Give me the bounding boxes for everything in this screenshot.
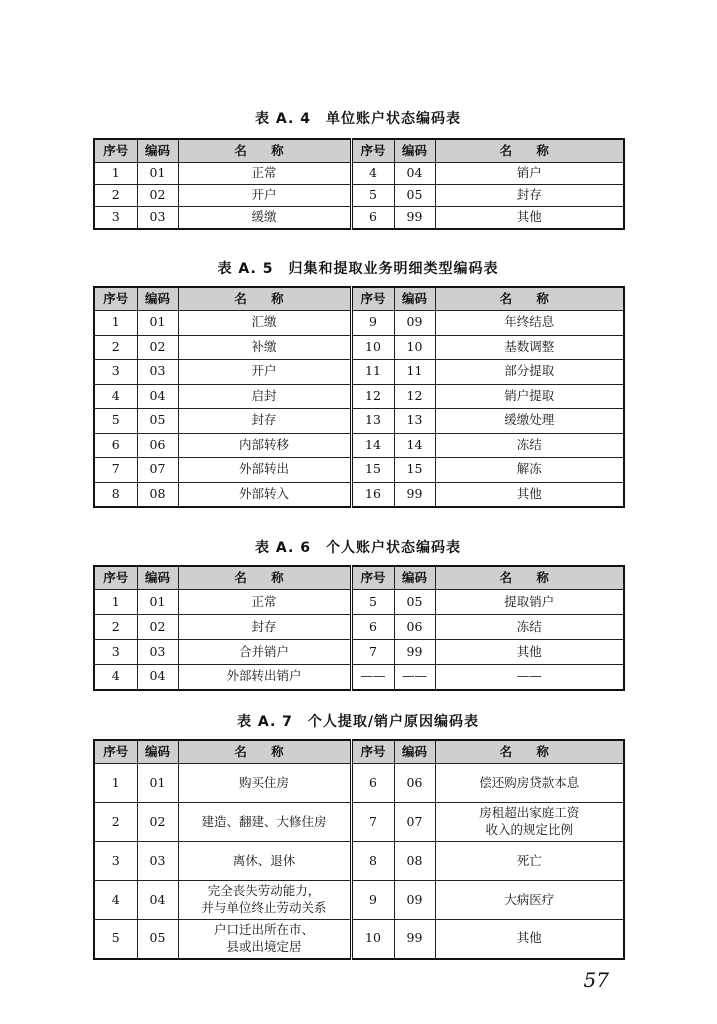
- cell-name: 基数调整: [435, 335, 624, 360]
- cell-name: 封存: [178, 615, 351, 640]
- table-a6-title: 表 A. 6 个人账户状态编码表: [255, 540, 461, 556]
- cell-name: 合并销户: [178, 640, 351, 665]
- header-seq: 序号: [94, 566, 137, 590]
- cell-seq: 9: [351, 881, 394, 920]
- cell-seq: 6: [94, 433, 137, 458]
- cell-seq: 4: [351, 163, 394, 185]
- header-code: 编码: [394, 139, 435, 163]
- cell-name: 汇缴: [178, 311, 351, 336]
- table-header-row: [94, 566, 624, 590]
- cell-name: 冻结: [435, 433, 624, 458]
- cell-name: 年终结息: [435, 311, 624, 336]
- header-name: 名 称: [435, 139, 624, 163]
- table-row: [94, 615, 624, 640]
- table-row: [94, 881, 624, 920]
- cell-code: 09: [394, 881, 435, 920]
- cell-code: 05: [137, 409, 178, 434]
- cell-code: 99: [394, 482, 435, 507]
- header-code: 编码: [137, 139, 178, 163]
- header-name: 名 称: [178, 287, 351, 311]
- cell-name: 冻结: [435, 615, 624, 640]
- cell-seq: 14: [351, 433, 394, 458]
- cell-name: 购买住房: [178, 764, 351, 803]
- cell-code: 03: [137, 207, 178, 229]
- table-a7: [93, 739, 625, 960]
- header-name: 名 称: [435, 566, 624, 590]
- cell-seq: 8: [94, 482, 137, 507]
- cell-name: 提取销户: [435, 590, 624, 615]
- cell-name: 封存: [178, 409, 351, 434]
- table-row: [94, 185, 624, 207]
- cell-code: 06: [394, 764, 435, 803]
- cell-code: 09: [394, 311, 435, 336]
- cell-name: ——: [435, 665, 624, 690]
- cell-code: 03: [137, 842, 178, 881]
- table-row: [94, 665, 624, 690]
- cell-seq: 9: [351, 311, 394, 336]
- table-row: [94, 384, 624, 409]
- table-row: [94, 360, 624, 385]
- cell-name: 其他: [435, 920, 624, 959]
- cell-name: 建造、翻建、大修住房: [178, 803, 351, 842]
- cell-name: 偿还购房贷款本息: [435, 764, 624, 803]
- cell-code: 04: [137, 665, 178, 690]
- header-name: 名 称: [435, 287, 624, 311]
- cell-seq: 12: [351, 384, 394, 409]
- cell-name: 销户提取: [435, 384, 624, 409]
- cell-code: ——: [394, 665, 435, 690]
- cell-code: 05: [137, 920, 178, 959]
- table-row: [94, 163, 624, 185]
- cell-seq: 4: [94, 384, 137, 409]
- cell-name: 完全丧失劳动能力， 并与单位终止劳动关系: [178, 881, 351, 920]
- cell-seq: 5: [351, 590, 394, 615]
- header-code: 编码: [394, 566, 435, 590]
- cell-seq: 5: [94, 409, 137, 434]
- cell-seq: 7: [94, 458, 137, 483]
- table-a5-title: 表 A. 5 归集和提取业务明细类型编码表: [217, 261, 499, 277]
- cell-seq: ——: [351, 665, 394, 690]
- header-name: 名 称: [435, 740, 624, 764]
- cell-seq: 6: [351, 207, 394, 229]
- cell-seq: 1: [94, 311, 137, 336]
- cell-name: 外部转入: [178, 482, 351, 507]
- table-header-row: [94, 740, 624, 764]
- cell-name: 缓缴处理: [435, 409, 624, 434]
- header-seq: 序号: [351, 740, 394, 764]
- table-header-row: [94, 287, 624, 311]
- cell-code: 11: [394, 360, 435, 385]
- cell-seq: 3: [94, 360, 137, 385]
- cell-name: 封存: [435, 185, 624, 207]
- cell-name: 户口迁出所在市、 县或出境定居: [178, 920, 351, 959]
- cell-code: 08: [394, 842, 435, 881]
- cell-seq: 3: [94, 207, 137, 229]
- header-code: 编码: [137, 566, 178, 590]
- cell-name: 外部转出: [178, 458, 351, 483]
- cell-name: 正常: [178, 163, 351, 185]
- cell-code: 08: [137, 482, 178, 507]
- page-number: 57: [583, 968, 609, 992]
- cell-seq: 7: [351, 640, 394, 665]
- table-a7-title: 表 A. 7 个人提取/销户原因编码表: [236, 714, 479, 730]
- cell-name: 正常: [178, 590, 351, 615]
- cell-seq: 2: [94, 615, 137, 640]
- table-row: [94, 842, 624, 881]
- cell-code: 99: [394, 640, 435, 665]
- cell-code: 02: [137, 185, 178, 207]
- cell-seq: 2: [94, 185, 137, 207]
- cell-name: 其他: [435, 482, 624, 507]
- cell-name: 内部转移: [178, 433, 351, 458]
- cell-seq: 2: [94, 335, 137, 360]
- cell-seq: 10: [351, 335, 394, 360]
- header-seq: 序号: [94, 139, 137, 163]
- cell-name: 大病医疗: [435, 881, 624, 920]
- cell-seq: 15: [351, 458, 394, 483]
- cell-name: 销户: [435, 163, 624, 185]
- cell-seq: 3: [94, 640, 137, 665]
- cell-code: 07: [137, 458, 178, 483]
- cell-seq: 2: [94, 803, 137, 842]
- header-seq: 序号: [351, 566, 394, 590]
- header-seq: 序号: [94, 287, 137, 311]
- cell-code: 06: [394, 615, 435, 640]
- cell-seq: 4: [94, 665, 137, 690]
- cell-code: 02: [137, 615, 178, 640]
- cell-name: 补缴: [178, 335, 351, 360]
- cell-seq: 1: [94, 163, 137, 185]
- cell-seq: 16: [351, 482, 394, 507]
- table-row: [94, 803, 624, 842]
- cell-code: 05: [394, 185, 435, 207]
- cell-seq: 13: [351, 409, 394, 434]
- header-code: 编码: [137, 740, 178, 764]
- cell-name: 其他: [435, 640, 624, 665]
- cell-code: 02: [137, 335, 178, 360]
- header-code: 编码: [394, 740, 435, 764]
- table-a4-title: 表 A. 4 单位账户状态编码表: [255, 111, 461, 127]
- cell-code: 99: [394, 920, 435, 959]
- cell-code: 01: [137, 163, 178, 185]
- header-name: 名 称: [178, 139, 351, 163]
- cell-code: 13: [394, 409, 435, 434]
- cell-seq: 1: [94, 764, 137, 803]
- cell-code: 03: [137, 360, 178, 385]
- cell-name: 部分提取: [435, 360, 624, 385]
- cell-code: 05: [394, 590, 435, 615]
- cell-code: 04: [394, 163, 435, 185]
- cell-name: 缓缴: [178, 207, 351, 229]
- header-name: 名 称: [178, 566, 351, 590]
- cell-code: 01: [137, 590, 178, 615]
- cell-code: 12: [394, 384, 435, 409]
- cell-seq: 3: [94, 842, 137, 881]
- cell-name: 死亡: [435, 842, 624, 881]
- cell-code: 01: [137, 764, 178, 803]
- cell-code: 15: [394, 458, 435, 483]
- table-row: [94, 640, 624, 665]
- cell-seq: 10: [351, 920, 394, 959]
- table-row: [94, 433, 624, 458]
- cell-seq: 8: [351, 842, 394, 881]
- cell-seq: 7: [351, 803, 394, 842]
- cell-name: 解冻: [435, 458, 624, 483]
- table-row: [94, 311, 624, 336]
- cell-seq: 1: [94, 590, 137, 615]
- cell-code: 06: [137, 433, 178, 458]
- table-row: [94, 335, 624, 360]
- cell-name: 离休、退休: [178, 842, 351, 881]
- header-seq: 序号: [351, 287, 394, 311]
- header-code: 编码: [394, 287, 435, 311]
- cell-code: 99: [394, 207, 435, 229]
- table-row: [94, 482, 624, 507]
- cell-seq: 5: [94, 920, 137, 959]
- cell-code: 01: [137, 311, 178, 336]
- table-a4: [93, 138, 625, 230]
- header-code: 编码: [137, 287, 178, 311]
- table-row: [94, 920, 624, 959]
- cell-name: 房租超出家庭工资 收入的规定比例: [435, 803, 624, 842]
- table-a5: [93, 286, 625, 508]
- cell-code: 02: [137, 803, 178, 842]
- table-row: [94, 590, 624, 615]
- table-a6: [93, 565, 625, 691]
- cell-seq: 11: [351, 360, 394, 385]
- header-seq: 序号: [94, 740, 137, 764]
- header-name: 名 称: [178, 740, 351, 764]
- cell-code: 10: [394, 335, 435, 360]
- cell-code: 03: [137, 640, 178, 665]
- table-row: [94, 207, 624, 229]
- header-seq: 序号: [351, 139, 394, 163]
- cell-name: 外部转出销户: [178, 665, 351, 690]
- table-row: [94, 409, 624, 434]
- cell-name: 开户: [178, 185, 351, 207]
- table-header-row: [94, 139, 624, 163]
- cell-code: 04: [137, 384, 178, 409]
- cell-code: 14: [394, 433, 435, 458]
- cell-name: 开户: [178, 360, 351, 385]
- cell-seq: 5: [351, 185, 394, 207]
- cell-name: 启封: [178, 384, 351, 409]
- cell-name: 其他: [435, 207, 624, 229]
- cell-seq: 4: [94, 881, 137, 920]
- cell-code: 04: [137, 881, 178, 920]
- table-row: [94, 764, 624, 803]
- cell-seq: 6: [351, 615, 394, 640]
- table-row: [94, 458, 624, 483]
- cell-code: 07: [394, 803, 435, 842]
- cell-seq: 6: [351, 764, 394, 803]
